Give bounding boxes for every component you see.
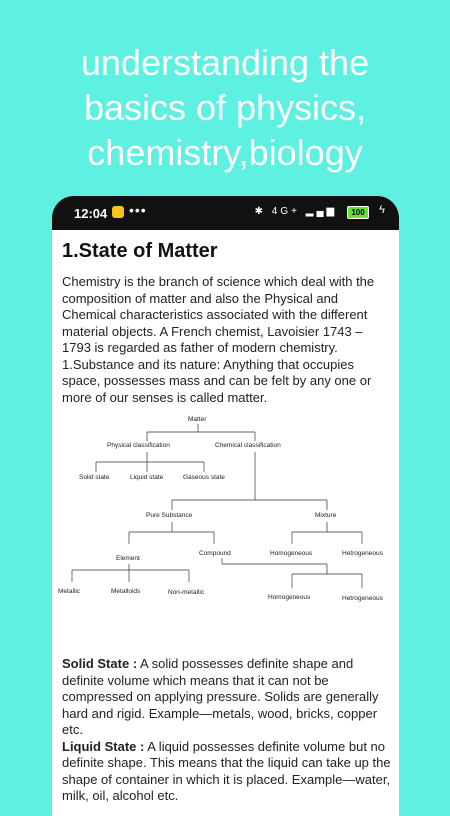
node-matter: Matter [188,416,207,423]
solid-state-text: A solid possesses definite shape and definite volume which means that it can not be compressed on applying pressure. Solids are generally hard and rigid. Example—metals, wood, bricks, copper etc. [62,656,379,737]
article-screen[interactable] [52,230,399,816]
signal-icon: ▂▄▆ [305,206,338,217]
promo-headline [0,40,450,175]
phone-frame [52,196,399,816]
app-notification-icon: ⚡ [112,207,124,217]
solid-state-label: Solid State : [62,656,138,671]
headline-line-1: understanding the [80,42,370,83]
node-chemical: Chemical classification [215,442,281,449]
matter-classification-diagram [52,416,399,646]
node-homogeneous-2: Homogeneous [268,594,311,601]
node-mixture: Mixture [315,512,337,519]
states-description [62,656,392,805]
status-time: 12:04 [74,206,108,221]
node-hetrogeneous-2: Hetrogeneous [342,595,383,602]
status-bar [52,196,399,230]
node-metalloids: Metalloids [111,588,141,595]
article-title: 1.State of Matter [62,240,218,262]
headline-line-3: chemistry,biology [87,132,363,173]
node-nonmetallic: Non-metallic [168,589,205,596]
node-physical: Physical classification [107,442,170,449]
node-hetrogeneous-1: Hetrogeneous [342,550,383,557]
node-gaseous: Gaseous state [183,474,225,481]
headline-line-2: basics of physics, [83,87,367,128]
more-notifications-icon: ••• [129,202,147,218]
battery-icon: 100 [347,206,369,219]
liquid-state-label: Liquid State : [62,738,145,754]
article-intro: Chemistry is the branch of science which deal with the composition of matter and also the Physical and Chemical characteristics associated with the different material objects. A French chemist, Lavoisier 1743 – 1793 is regarded as father of modern chemistry. 1.Substance and its nature: Anything that occupies space, possesses mass and can be felt by any one or more of our senses is called matter. [62,274,375,405]
node-element: Element [116,555,140,562]
liquid-state-text: A liquid possesses definite volume but no definite shape. This means that the liquid can take up the shape of container in which it is placed. Example—water, milk, oil, alcohol etc. [62,738,391,803]
node-metallic: Metallic [58,588,81,595]
node-compound: Compound [199,550,231,557]
node-homogeneous-1: Homogeneous [270,550,313,557]
node-solid: Solid state [79,474,110,481]
bluetooth-icon: ✱ [254,206,266,217]
node-liquid: Liquid state [130,474,164,481]
network-type-label: 4G+ [271,206,300,217]
charging-icon: ϟ [379,204,385,216]
node-pure-substance: Pure Substance [146,512,193,519]
